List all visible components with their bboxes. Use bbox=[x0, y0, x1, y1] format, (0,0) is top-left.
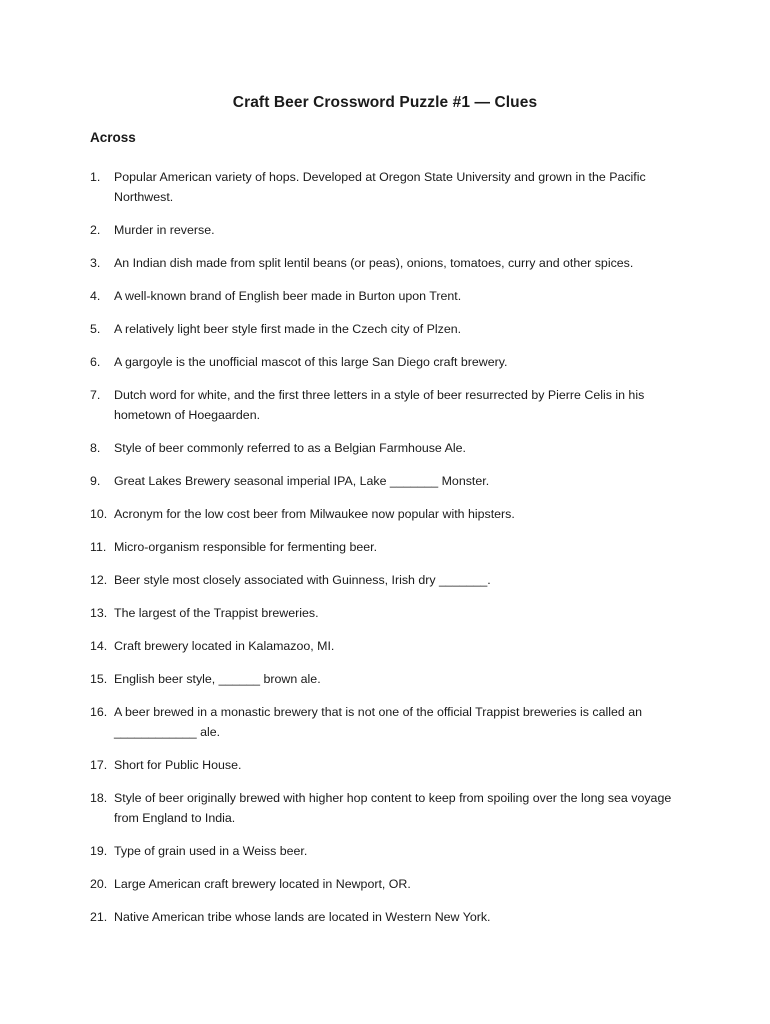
clue-list bbox=[90, 168, 680, 941]
clue-item bbox=[90, 287, 680, 307]
section-heading-across: Across bbox=[90, 130, 136, 145]
clue-number: 3. bbox=[90, 255, 101, 270]
clue-item bbox=[90, 472, 680, 492]
clue-text: Acronym for the low cost beer from Milwaukee now popular with hipsters. bbox=[114, 506, 515, 521]
clue-item bbox=[90, 439, 680, 459]
clue-item bbox=[90, 789, 680, 828]
clue-text: Type of grain used in a Weiss beer. bbox=[114, 843, 308, 858]
clue-item bbox=[90, 320, 680, 340]
clue-item bbox=[90, 221, 680, 241]
clue-number: 1. bbox=[90, 170, 101, 184]
clue-number: 2. bbox=[90, 222, 101, 237]
clue-number: 15. bbox=[90, 672, 108, 687]
clue-text: Native American tribe whose lands are located in Western New York. bbox=[114, 909, 491, 924]
clue-text: Popular American variety of hops. Developed at Oregon State University and grown in the Pacific Northwest. bbox=[114, 170, 646, 204]
clue-text: Large American craft brewery located in Newport, OR. bbox=[114, 876, 411, 891]
clue-item bbox=[90, 538, 680, 558]
clue-text: Style of beer originally brewed with higher hop content to keep from spoiling over the long sea voyage from England to India. bbox=[114, 791, 672, 825]
clue-number: 5. bbox=[90, 321, 101, 336]
clue-text: English beer style, ______ brown ale. bbox=[114, 672, 321, 687]
clue-item bbox=[90, 168, 680, 207]
clue-item bbox=[90, 254, 680, 274]
clue-number: 21. bbox=[90, 909, 108, 924]
clue-text: Great Lakes Brewery seasonal imperial IPA, Lake _______ Monster. bbox=[114, 473, 490, 488]
clue-item bbox=[90, 637, 680, 657]
clue-text: Beer style most closely associated with Guinness, Irish dry _______. bbox=[114, 573, 491, 588]
page-title: Craft Beer Crossword Puzzle #1 — Clues bbox=[232, 94, 538, 111]
clue-item bbox=[90, 571, 680, 591]
clue-text: A beer brewed in a monastic brewery that is not one of the official Trappist breweries is called an ____________ ale. bbox=[114, 705, 643, 739]
clue-item bbox=[90, 604, 680, 624]
clue-item bbox=[90, 908, 680, 928]
clue-text: An Indian dish made from split lentil beans (or peas), onions, tomatoes, curry and other spices. bbox=[114, 255, 634, 270]
clue-number: 10. bbox=[90, 506, 108, 521]
clue-number: 4. bbox=[90, 288, 101, 303]
clue-number: 16. bbox=[90, 705, 108, 720]
clue-number: 14. bbox=[90, 639, 108, 654]
clue-number: 13. bbox=[90, 606, 108, 621]
clue-text: Short for Public House. bbox=[114, 758, 242, 772]
clue-number: 11. bbox=[90, 539, 107, 554]
clue-number: 6. bbox=[90, 354, 101, 369]
clue-item bbox=[90, 386, 680, 425]
clue-item bbox=[90, 756, 680, 776]
clue-number: 7. bbox=[90, 388, 101, 403]
clue-number: 18. bbox=[90, 791, 108, 806]
clue-item bbox=[90, 353, 680, 373]
clue-item bbox=[90, 875, 680, 895]
clue-text: Dutch word for white, and the first three letters in a style of beer resurrected by Pierre Celis in his hometown of Hoegaarden. bbox=[114, 388, 645, 422]
clue-number: 20. bbox=[90, 876, 108, 891]
clue-text: A well-known brand of English beer made in Burton upon Trent. bbox=[114, 288, 462, 303]
clue-number: 17. bbox=[90, 758, 108, 772]
clue-text: Craft brewery located in Kalamazoo, MI. bbox=[114, 639, 335, 654]
clue-text: A gargoyle is the unofficial mascot of this large San Diego craft brewery. bbox=[114, 354, 508, 369]
clue-text: The largest of the Trappist breweries. bbox=[114, 606, 319, 621]
clue-text: Micro-organism responsible for fermenting beer. bbox=[114, 539, 378, 554]
clue-number: 9. bbox=[90, 473, 101, 488]
clue-text: Murder in reverse. bbox=[114, 222, 215, 237]
clue-item bbox=[90, 670, 680, 690]
clue-item bbox=[90, 505, 680, 525]
clue-text: A relatively light beer style first made in the Czech city of Plzen. bbox=[114, 321, 462, 336]
clue-item bbox=[90, 703, 680, 742]
clue-item bbox=[90, 842, 680, 862]
clue-number: 12. bbox=[90, 573, 108, 588]
clue-number: 8. bbox=[90, 440, 101, 455]
clue-number: 19. bbox=[90, 843, 108, 858]
clue-text: Style of beer commonly referred to as a Belgian Farmhouse Ale. bbox=[114, 440, 466, 455]
